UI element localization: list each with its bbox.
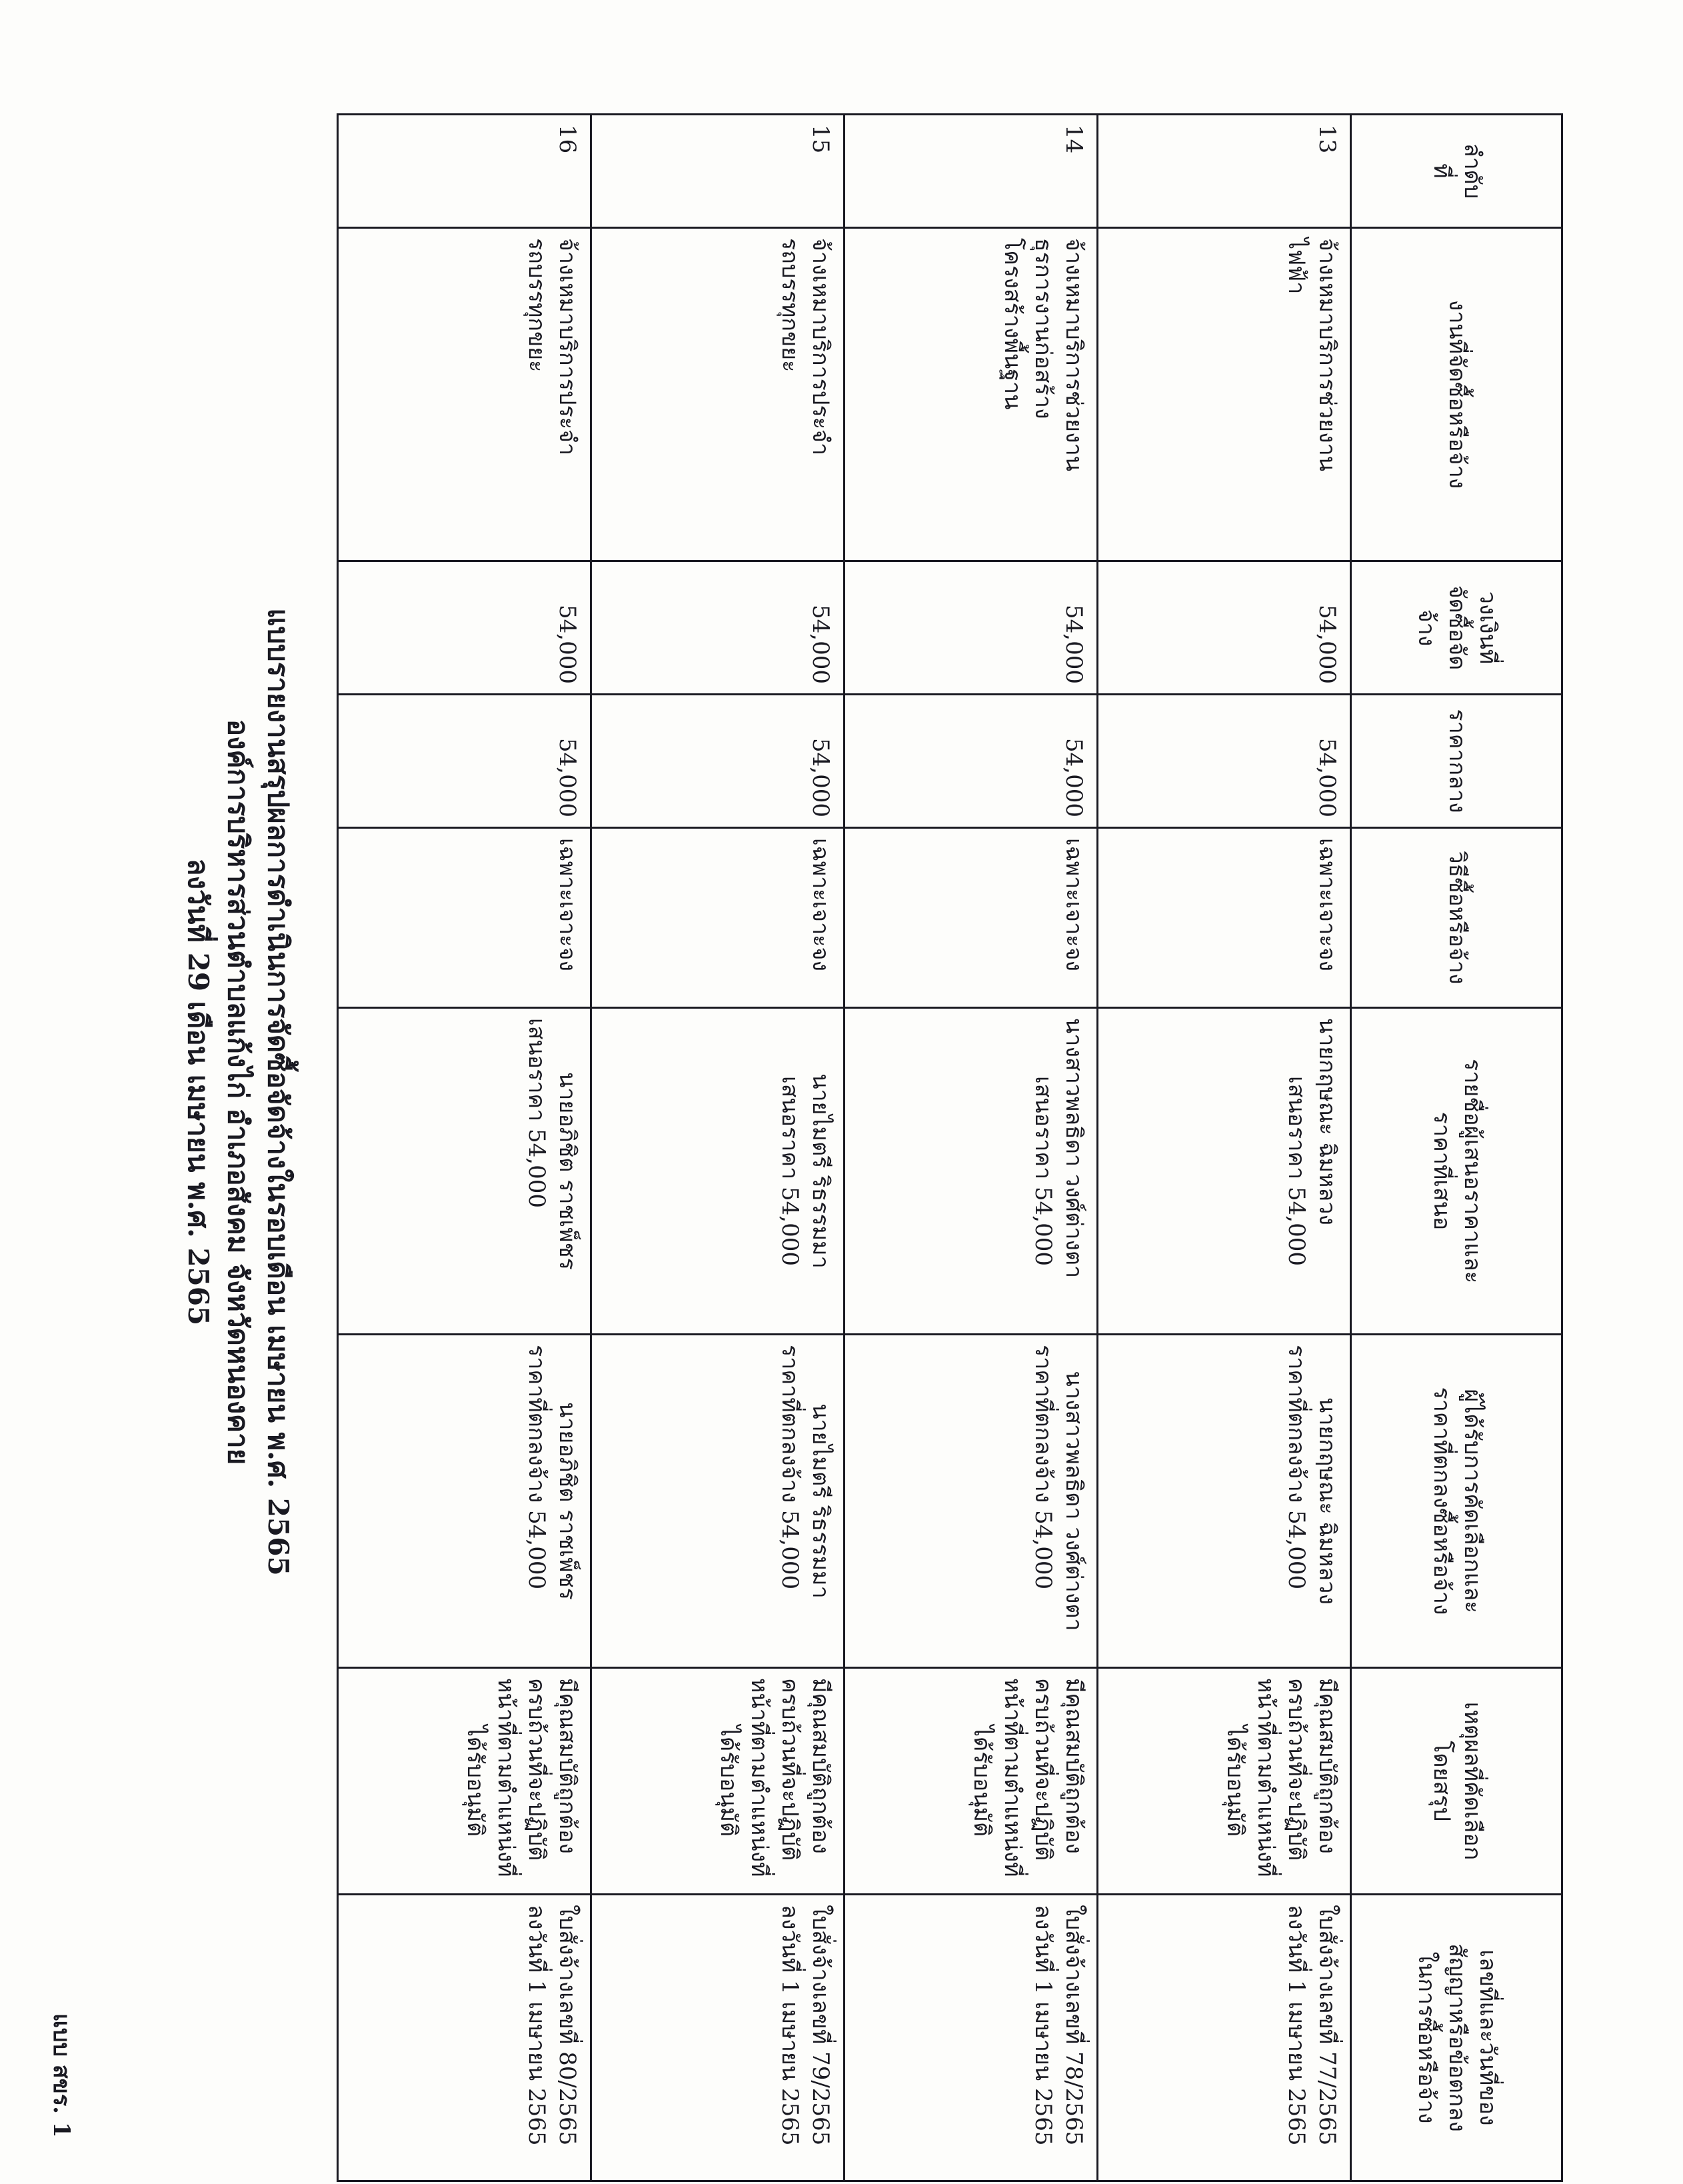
row-work: จ้างเหมาบริการประจำ รถบรรทุกขยะ	[591, 228, 844, 561]
row-method: เฉพาะเจาะจง	[591, 828, 844, 1008]
row-contract: ใบสั่งจ้างเลขที่ 79/2565 ลงวันที่ 1 เมษายน 2565	[591, 1895, 844, 2181]
report-title: แบบรายงานสรุปผลการดำเนินการจัดซื้อจัดจ้างในรอบเดือน เมษายน พ.ศ. 2565	[262, 608, 295, 1576]
header-contract: เลขที่และวันที่ของ สัญญาหรือข้อตกลง ในการซื้อหรือจ้าง	[1351, 1895, 1562, 2181]
row-budget: 54,000	[1098, 561, 1351, 695]
table-row	[844, 115, 1098, 2181]
form-code: แบบ สขร. 1	[48, 2013, 75, 2138]
row-winner: นายอภิชิต ราชเพ็ชร ราคาที่ตกลงจ้าง 54,000	[338, 1335, 591, 1668]
table-body	[338, 115, 1351, 2181]
row-no: 15	[591, 115, 844, 228]
table-row	[338, 115, 591, 2181]
table-header	[1351, 115, 1562, 2181]
table-row	[1098, 115, 1351, 2181]
row-contract: ใบสั่งจ้างเลขที่ 77/2565 ลงวันที่ 1 เมษายน 2565	[1098, 1895, 1351, 2181]
row-reason: มีคุณสมบัติถูกต้อง ครบถ้วนที่จะปฏิบัติ หน้าที่ตามตำแหน่งที่ ได้รับอนุมัติ	[844, 1668, 1098, 1895]
row-contract: ใบสั่งจ้างเลขที่ 80/2565 ลงวันที่ 1 เมษายน 2565	[338, 1895, 591, 2181]
row-median-price: 54,000	[338, 695, 591, 828]
row-reason: มีคุณสมบัติถูกต้อง ครบถ้วนที่จะปฏิบัติ หน้าที่ตามตำแหน่งที่ ได้รับอนุมัติ	[338, 1668, 591, 1895]
row-method: เฉพาะเจาะจง	[338, 828, 591, 1008]
row-work: จ้างเหมาบริการช่วยงาน ไฟฟ้า	[1098, 228, 1351, 561]
row-work: จ้างเหมาบริการช่วยงาน ธุรการงานก่อสร้าง โครงสร้างพื้นฐาน	[844, 228, 1098, 561]
row-no: 14	[844, 115, 1098, 228]
row-bidder: นายไมตรี ริธรรมมา เสนอราคา 54,000	[591, 1008, 844, 1335]
header-median-price: ราคากลาง	[1351, 695, 1562, 828]
row-budget: 54,000	[844, 561, 1098, 695]
row-no: 13	[1098, 115, 1351, 228]
report-date: ลงวันที่ 29 เดือน เมษายน พ.ศ. 2565	[182, 858, 215, 1326]
row-median-price: 54,000	[591, 695, 844, 828]
row-contract: ใบสั่งจ้างเลขที่ 78/2565 ลงวันที่ 1 เมษายน 2565	[844, 1895, 1098, 2181]
row-work: จ้างเหมาบริการประจำ รถบรรทุกขยะ	[338, 228, 591, 561]
table-row	[591, 115, 844, 2181]
row-reason: มีคุณสมบัติถูกต้อง ครบถ้วนที่จะปฏิบัติ หน้าที่ตามตำแหน่งที่ ได้รับอนุมัติ	[591, 1668, 844, 1895]
header-reason: เหตุผลที่คัดเลือก โดยสรุป	[1351, 1668, 1562, 1895]
row-method: เฉพาะเจาะจง	[844, 828, 1098, 1008]
row-bidder: นายกฤษณะ ฉิมหลวง เสนอราคา 54,000	[1098, 1008, 1351, 1335]
row-winner: นายไมตรี ริธรรมมา ราคาที่ตกลงจ้าง 54,000	[591, 1335, 844, 1668]
row-median-price: 54,000	[844, 695, 1098, 828]
row-winner: นายกฤษณะ ฉิมหลวง ราคาที่ตกลงจ้าง 54,000	[1098, 1335, 1351, 1668]
organization-name: องค์การบริหารส่วนตำบลแก้งไก่ อำเภอสังคม จังหวัดหนองคาย	[222, 719, 255, 1465]
row-budget: 54,000	[591, 561, 844, 695]
row-budget: 54,000	[338, 561, 591, 695]
header-bidders: รายชื่อผู้เสนอราคาและ ราคาที่เสนอ	[1351, 1008, 1562, 1335]
row-bidder: นายอภิชิต ราชเพ็ชร เสนอราคา 54,000	[338, 1008, 591, 1335]
procurement-table	[337, 113, 1563, 2182]
row-no: 16	[338, 115, 591, 228]
row-method: เฉพาะเจาะจง	[1098, 828, 1351, 1008]
header-budget: วงเงินที่ จัดซื้อจัด จ้าง	[1351, 561, 1562, 695]
header-method: วิธีซื้อหรือจ้าง	[1351, 828, 1562, 1008]
header-winner: ผู้ได้รับการคัดเลือกและ ราคาที่ตกลงซื้อหรือจ้าง	[1351, 1335, 1562, 1668]
row-winner: นางสาวพลธิดา วงศ์ต่างตา ราคาที่ตกลงจ้าง 54,000	[844, 1335, 1098, 1668]
row-reason: มีคุณสมบัติถูกต้อง ครบถ้วนที่จะปฏิบัติ หน้าที่ตามตำแหน่งที่ ได้รับอนุมัติ	[1098, 1668, 1351, 1895]
header-work: งานที่จัดซื้อหรือจ้าง	[1351, 228, 1562, 561]
header-no: ลำดับ ที่	[1351, 115, 1562, 228]
row-median-price: 54,000	[1098, 695, 1351, 828]
row-bidder: นางสาวพลธิดา วงศ์ต่างตา เสนอราคา 54,000	[844, 1008, 1098, 1335]
